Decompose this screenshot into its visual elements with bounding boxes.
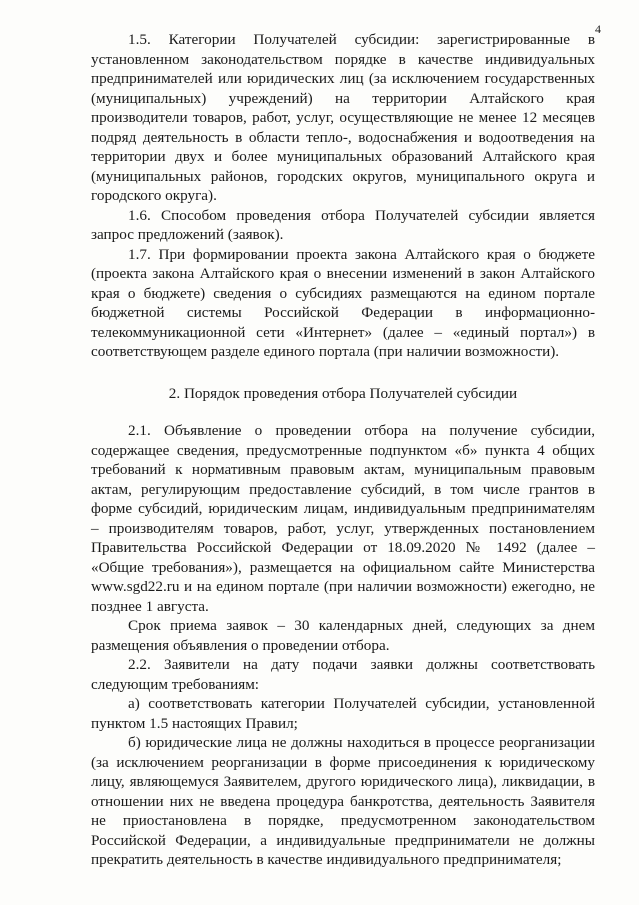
section-2-heading: 2. Порядок проведения отбора Получателей субсидии: [168, 384, 518, 402]
paragraph-2-2-b: б) юридические лица не должны находиться в процессе реорганизации (за исключением реорганизации в форме присоединения к юридическому лицу, являющемуся Заявителем, другого юридического лица), ликвидации, в отношении них не введена процедура банкротства, деятельность Заявителя не приостановлена в порядке, предусмотренном законодательством Российской Федерации, а индивидуальные предприниматели не должны прекратить деятельность в качестве индивидуального предпринимателя;: [91, 734, 595, 868]
paragraph-2-2-a: а) соответствовать категории Получателей субсидии, установленной пунктом 1.5 настоящих Правил;: [91, 695, 595, 732]
paragraph-1-5: 1.5. Категории Получателей субсидии: зарегистрированные в установленном законодательством порядке в качестве индивидуальных предпринимателей или юридических лиц (за исключением государственных (муниципальных) учреждений) на территории Алтайского края производители товаров, работ, услуг, осуществляющие не менее 12 месяцев подряд деятельность в области тепло-, водоснабжения и водоотведения на территории двух и более муниципальных образований Алтайского края (муниципальных районов, городских округов, муниципального округа и городского округа).: [91, 31, 595, 204]
paragraph-1-6: 1.6. Способом проведения отбора Получателей субсидии является запрос предложений (заявок).: [91, 206, 595, 243]
paragraph-deadline: Срок приема заявок – 30 календарных дней, следующих за днем размещения объявления о проведении отбора.: [91, 617, 595, 654]
document-body: [91, 30, 595, 870]
paragraph-2-1: 2.1. Объявление о проведении отбора на получение субсидии, содержащее сведения, предусмотренные подпунктом «б» пункта 4 общих требований к нормативным правовым актам, муниципальным правовым актам, регулирующим предоставление субсидий, в том числе грантов в форме субсидий, юридическим лицам, индивидуальным предпринимателям – производителям товаров, работ, услуг, утвержденных постановлением Правительства Российской Федерации от 18.09.2020 № 1492 (далее – «Общие требования»), размещается на официальном сайте Министерства www.sgd22.ru и на едином портале (при наличии возможности) ежегодно, не позднее 1 августа.: [91, 422, 595, 615]
page-number: 4: [595, 22, 601, 36]
paragraph-2-2: 2.2. Заявители на дату подачи заявки должны соответствовать следующим требованиям:: [91, 656, 595, 693]
paragraph-1-7: 1.7. При формировании проекта закона Алтайского края о бюджете (проекта закона Алтайского края о внесении изменений в закон Алтайского края о бюджете) сведения о субсидиях размещаются на едином портале бюджетной системы Российской Федерации в информационно-телекоммуникационной сети «Интернет» (далее – «единый портал») в соответствующем разделе единого портала (при наличии возможности).: [91, 245, 595, 360]
